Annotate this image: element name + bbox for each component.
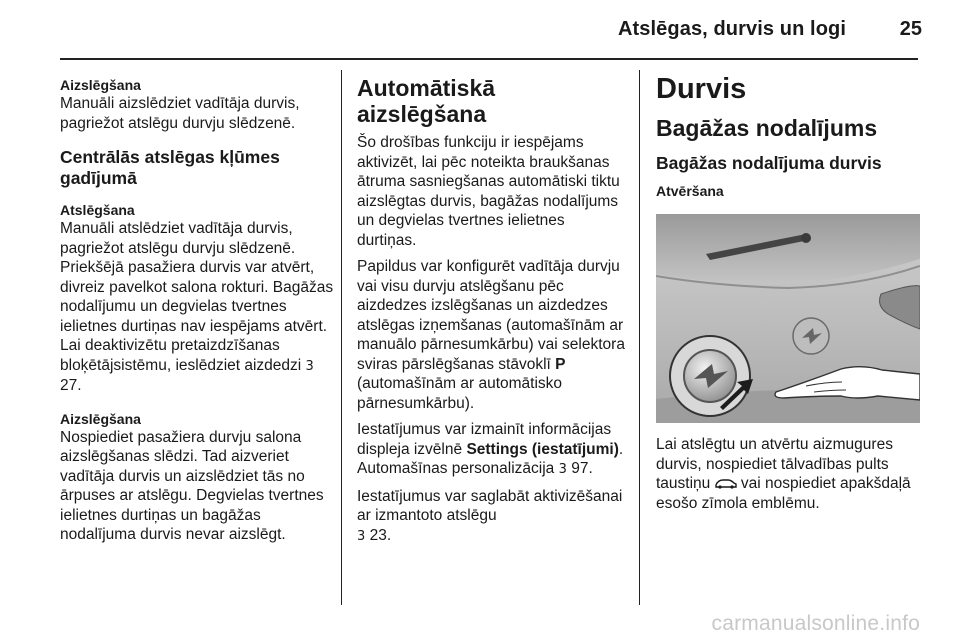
page-ref-link[interactable]: 97.	[571, 460, 593, 477]
paragraph: Iestatījumus var saglabāt aktivizēšanai ar izmantoto atslēgu 3 23.	[357, 487, 623, 544]
page-number: 25	[899, 18, 922, 40]
section-heading: Aizslēgšana	[60, 77, 141, 93]
page-ref-icon[interactable]: 3	[305, 358, 314, 374]
section-title: Bagāžas nodalījums	[656, 115, 878, 141]
paragraph: Manuāli atslēdziet vadītāja durvis, pagriežot atslēgu durvju slēdzenē. Priekšējā pasažiera durvis var atvērt, divreiz pavelkot salona rokturi. Bagāžas nodalījumu un degvielas tvertnes ielietnes durtiņas nav iespējams atvērt. Lai deaktivizētu pretaizdzīšanas bloķētājsistēmu, ieslēdziet aizdedzi 3 27.	[60, 220, 334, 394]
subsection-title: Bagāžas nodalījuma durvis	[656, 153, 882, 173]
caption: Lai atslēgtu un atvērtu aizmugures durvis, nospiediet tālvadības pults taustiņu vai nospiediet apakšdaļā esošo zīmola emblēmu.	[656, 436, 911, 512]
page-header-title: Atslēgas, durvis un logi	[618, 18, 846, 40]
column-divider-2	[639, 70, 640, 605]
paragraph: Iestatījumus var izmainīt informācijas displeja izvēlnē Settings (iestatījumi). Automašīnas personalizācija 3 97.	[357, 421, 624, 477]
page-ref-icon[interactable]: 3	[357, 528, 366, 544]
section-heading: Aizslēgšana	[60, 410, 141, 427]
paragraph: Šo drošības funkciju ir iespējams aktivizēt, lai pēc noteikta braukšanas ātruma sasniegšanas automātiski tiktu aizslēgtas durvis, bagāžas nodalījums un degvielas tvertnes ielietnes durtiņas.	[357, 134, 620, 249]
section-title: Automātiskā aizslēgšana	[357, 75, 496, 127]
column-2	[357, 76, 625, 546]
column-3	[656, 73, 920, 513]
header-divider	[60, 58, 918, 60]
paragraph: Nospiediet pasažiera durvju salona aizslēgšanas slēdzi. Tad aizveriet vadītāja durvis un aizslēdziet tās no ārpuses ar atslēgu. Degvielas tvertnes ielietnes durtiņas un bagāžas nodalījuma durvis nevar aizslēgt.	[60, 428, 324, 543]
watermark: carmanualsonline.info	[711, 612, 920, 635]
section-heading: Atslēgšana	[60, 202, 135, 218]
page-ref-link[interactable]: 23.	[369, 526, 392, 544]
section-heading: Atvēršana	[656, 183, 724, 199]
section-title: Centrālās atslēgas kļūmes gadījumā	[60, 147, 280, 188]
paragraph: Manuāli aizslēdziet vadītāja durvis, pagriežot atslēgu durvju slēdzenē.	[60, 95, 300, 132]
page-ref-link[interactable]: 27.	[60, 377, 82, 394]
chapter-title: Durvis	[656, 73, 747, 105]
column-1	[60, 76, 335, 545]
column-divider-1	[341, 70, 342, 605]
paragraph: Papildus var konfigurēt vadītāja durvju vai visu durvju atslēgšanu pēc aizdedzes izslēgšanas un aizdedzes atslēgas izņemšanas (automašīnām ar manuālo pārnesumkārbu) vai selektora sviras pārslēgšanas stāvoklī P (automašīnām ar automātisko pārnesumkārbu).	[357, 258, 625, 412]
tailgate-illustration	[656, 214, 920, 423]
page-ref-icon[interactable]: 3	[558, 462, 567, 477]
car-open-icon	[715, 477, 737, 489]
